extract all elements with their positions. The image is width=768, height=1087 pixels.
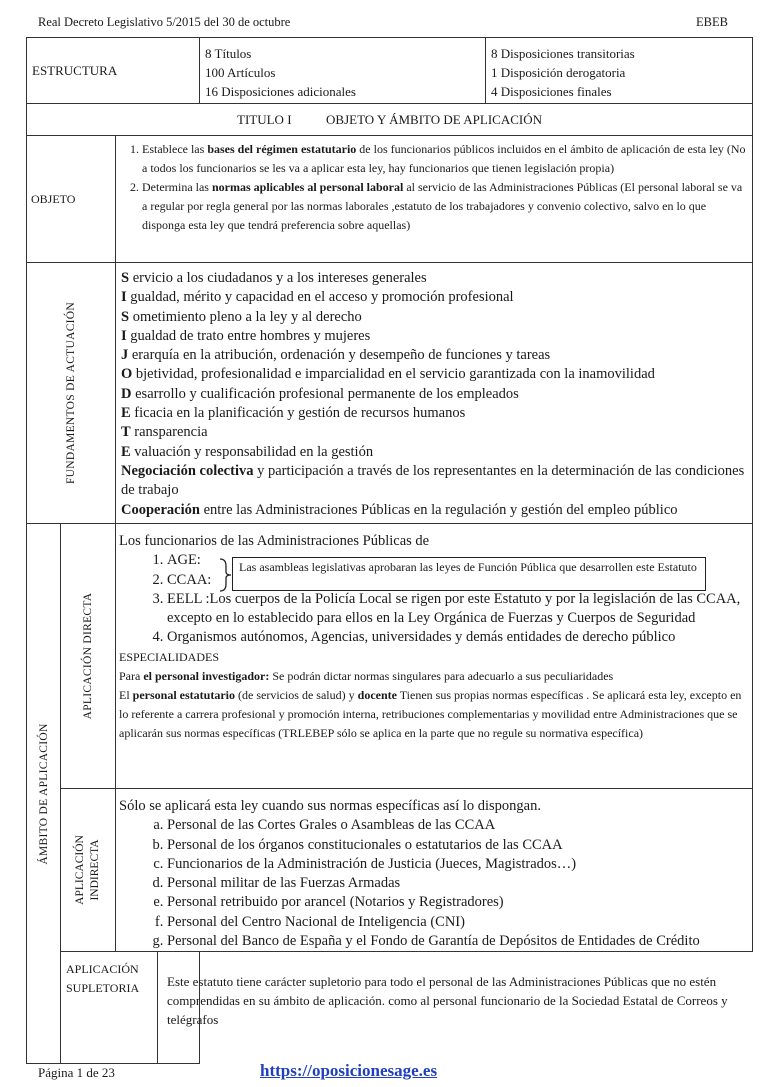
titulo-name: OBJETO Y ÁMBITO DE APLICACIÓN xyxy=(326,112,542,127)
indirecta-item: f. Personal del Centro Nacional de Inteligencia (CNI) xyxy=(167,913,748,932)
header-title: Real Decreto Legislativo 5/2015 del 30 de octubre xyxy=(38,15,291,29)
fundamento-item: E valuación y responsabilidad en la gestión xyxy=(121,443,374,460)
fundamento-item: Cooperación entre las Administraciones Públicas en la regulación y gestión del empleo público xyxy=(121,501,678,518)
indirecta-item: d. Personal militar de las Fuerzas Armadas xyxy=(167,874,748,893)
titulo-number: TITULO I xyxy=(237,112,292,127)
document-table xyxy=(26,37,753,1064)
fundamentos-row xyxy=(27,263,753,524)
indirecta-label: APLICACIÓN INDIRECTA xyxy=(74,835,101,906)
supletoria-label: APLICACIÓN SUPLETORIA xyxy=(61,952,158,1063)
estructura-label: ESTRUCTURA xyxy=(32,63,118,78)
objeto-label: OBJETO xyxy=(31,191,76,206)
indirecta-item: g. Personal del Banco de España y el Fondo de Garantía de Depósitos de Entidades de Crédito xyxy=(167,932,748,951)
objeto-row xyxy=(27,136,753,263)
footer-page: Página 1 de 23 xyxy=(38,1065,115,1080)
asambleas-callout: Las asambleas legislativas aprobaran las leyes de Función Pública que desarrollen este Estatuto xyxy=(232,557,706,591)
directa-label: APLICACIÓN DIRECTA xyxy=(82,592,94,720)
fundamento-item: D esarrollo y cualificación profesional permanente de los empleados xyxy=(121,385,519,402)
estatutario-text: El personal estatutario (de servicios de salud) y docente Tienen sus propias normas específicas . Se aplicará esta ley, excepto en lo referente a carrera profesional y promoción interna, retribuciones complementarias y movilidad entre Administraciones que se aplicarán sus normas específicas (TRLEBEP sólo se aplica en la parte que no regule su normativa específica) xyxy=(119,687,742,740)
titulo-row xyxy=(27,104,753,136)
footer-link[interactable]: https://oposicionesage.es xyxy=(260,1061,438,1080)
indirecta-item: e. Personal retribuido por arancel (Notarios y Registradores) xyxy=(167,893,748,912)
especialidades-heading: ESPECIALIDADES xyxy=(119,649,220,664)
indirecta-item: a. Personal de las Cortes Grales o Asambleas de las CCAA xyxy=(167,816,748,835)
fundamentos-label: FUNDAMENTOS DE ACTUACIÓN xyxy=(65,301,77,485)
directa-item: 4. Organismos autónomos, Agencias, universidades y demás entidades de derecho público xyxy=(167,628,748,647)
directa-item: 1. AGE: xyxy=(167,551,748,570)
indirecta-intro: Sólo se aplicará esta ley cuando sus normas específicas así lo dispongan. xyxy=(119,798,541,814)
investigador-text: Para el personal investigador: Se podrán dictar normas singulares para adecuarlo a sus peculiaridades xyxy=(119,668,614,683)
estructura-row xyxy=(27,38,753,104)
brace-icon xyxy=(218,557,232,593)
estructura-col2: 8 Disposiciones transitorias 1 Disposición derogatoria 4 Disposiciones finales xyxy=(486,38,753,104)
objeto-item: 1. Establece las bases del régimen estatutario de los funcionarios públicos incluidos en el ámbito de aplicación de esta ley (No a todos los funcionarios se les va a aplicar esta ley, hay funcionarios que tienen legislación propia) xyxy=(142,140,748,178)
fundamento-item: O bjetividad, profesionalidad e imparcialidad en el servicio garantizada con la inamovilidad xyxy=(121,366,655,383)
ambito-label: ÁMBITO DE APLICACIÓN xyxy=(37,723,50,865)
objeto-item: 2. Determina las normas aplicables al personal laboral al servicio de las Administraciones Públicas (El personal laboral se va a regular por regla general por las normas laborales ,estatuto de los trabajadores y convenio colectivo, salvo en lo que disponga esta ley que tendrá preferencia sobre aquellas) xyxy=(142,178,748,235)
ambito-indirecta-row xyxy=(27,789,753,952)
directa-item: 3. EELL :Los cuerpos de la Policía Local se rigen por este Estatuto y por la legislación de las CCAA, excepto en lo establecido para ellos en la Ley Orgánica de Fuerzas y Cuerpos de Seguridad xyxy=(167,590,748,629)
indirecta-item: b. Personal de los órganos constitucionales o estatutarios de las CCAA xyxy=(167,836,748,855)
header-code: EBEB xyxy=(696,15,728,29)
estructura-col1: 8 Títulos 100 Artículos 16 Disposiciones adicionales xyxy=(200,38,486,104)
fundamento-item: S ervicio a los ciudadanos y a los intereses generales xyxy=(121,270,427,286)
directa-intro: Los funcionarios de las Administraciones Públicas de xyxy=(119,533,430,549)
fundamento-item: I gualdad, mérito y capacidad en el acceso y promoción profesional xyxy=(121,289,514,306)
supletoria-text: Este estatuto tiene carácter supletorio para todo el personal de las Administraciones Públicas que no estén comprendidas en su ámbito de aplicación. como al personal funcionario de la Sociedad Estatal de Correos y telégrafos xyxy=(167,974,728,1027)
fundamento-item: I gualdad de trato entre hombres y mujeres xyxy=(121,327,371,344)
fundamento-item: Negociación colectiva y participación a través de los representantes en la determinación de las condiciones de trabajo xyxy=(121,462,745,499)
fundamento-item: E ficacia en la planificación y gestión de recursos humanos xyxy=(121,405,466,422)
indirecta-item: c. Funcionarios de la Administración de Justicia (Jueces, Magistrados…) xyxy=(167,855,748,874)
fundamentos-list xyxy=(116,263,753,524)
fundamento-item: T ransparencia xyxy=(121,424,208,441)
fundamento-item: J erarquía en la atribución, ordenación y desempeño de funciones y tareas xyxy=(121,347,551,364)
fundamento-item: S ometimiento pleno a la ley y al derecho xyxy=(121,308,362,325)
indirecta-list xyxy=(119,816,748,951)
directa-item: 2. CCAA: xyxy=(167,571,748,590)
